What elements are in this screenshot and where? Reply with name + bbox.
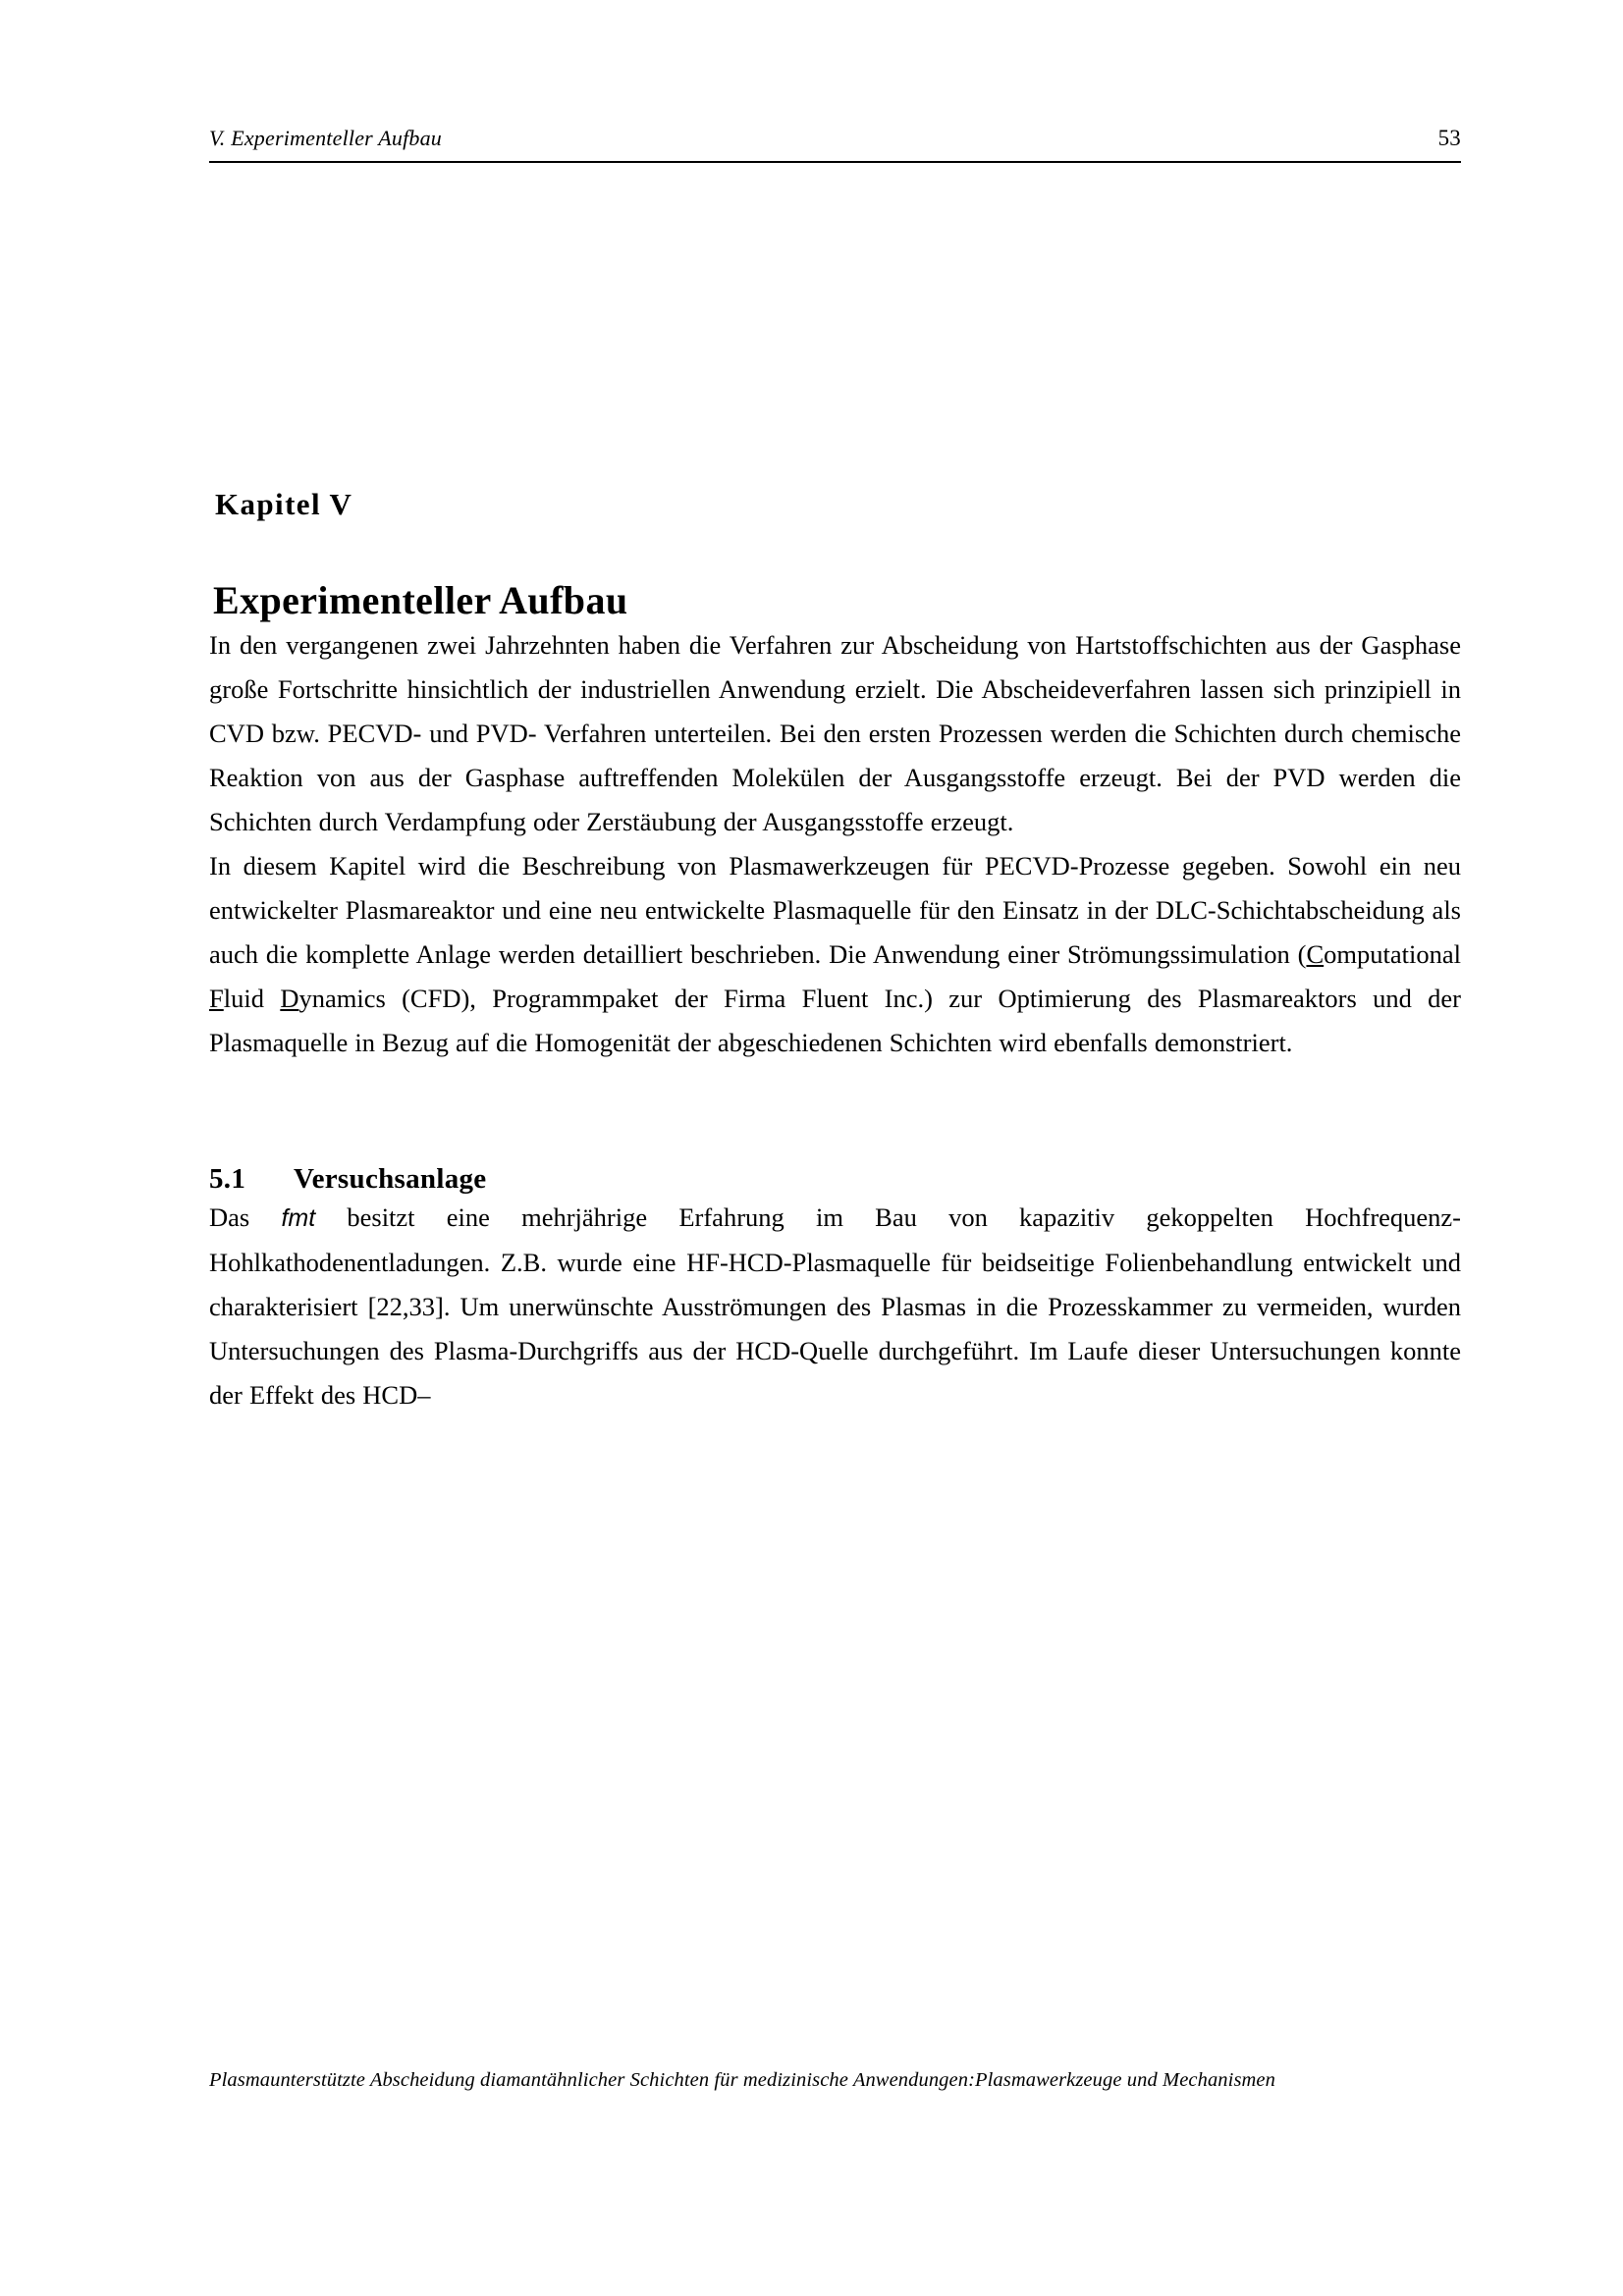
header-divider	[209, 161, 1461, 163]
running-head-title: V. Experimenteller Aufbau	[209, 126, 442, 150]
institute-name: fmt	[281, 1204, 316, 1232]
page-footer: Plasmaunterstützte Abscheidung diamantähnlicher Schichten für medizinische Anwendungen:Plasmawerkzeuge und Mechanismen	[209, 2069, 1275, 2091]
cfd-initial-d: D	[280, 984, 299, 1013]
section-heading	[209, 1163, 1461, 1196]
cfd-initial-c: C	[1306, 939, 1325, 969]
cfd-word-fluid: luid	[223, 984, 281, 1013]
paragraph-section-part-b: besitzt eine mehrjährige Erfahrung im Bau von kapazitiv gekoppelten Hochfrequenz-Hohlkathodenentladungen. Z.B. wurde eine HF-HCD-Plasmaquelle für beidseitige Folienbehandlung entwickelt und charakterisiert [22,33]. Um unerwünschte Ausströmungen des Plasmas in die Prozesskammer zu vermeiden, wurden Untersuchungen des Plasma-Durchgriffs aus der HCD-Quelle durchgeführt. Im Laufe dieser Untersuchungen konnte der Effekt des HCD–	[209, 1202, 1462, 1410]
cfd-initial-f: F	[209, 984, 224, 1013]
section-title: Versuchsanlage	[294, 1163, 487, 1195]
paragraph-second-part-b: ynamics (CFD), Programmpaket der Firma Fluent Inc.) zur Optimierung des Plasmareaktors und der Plasmaquelle in Bezug auf die Homogenität der abgeschiedenen Schichten wird ebenfalls demonstriert.	[209, 984, 1461, 1057]
chapter-label: Kapitel V	[215, 487, 353, 521]
page-content	[209, 126, 1461, 1417]
paragraph-intro: In den vergangenen zwei Jahrzehnten haben die Verfahren zur Abscheidung von Hartstoffschichten aus der Gasphase große Fortschritte hinsichtlich der industriellen Anwendung erzielt. Die Abscheideverfahren lassen sich prinzipiell in CVD bzw. PECVD- und PVD- Verfahren unterteilen. Bei den ersten Prozessen werden die Schichten durch chemische Reaktion von aus der Gasphase auftreffenden Molekülen der Ausgangsstoffe erzeugt. Bei der PVD werden die Schichten durch Verdampfung oder Zerstäubung der Ausgangsstoffe erzeugt.	[209, 630, 1461, 836]
running-head	[209, 126, 1461, 151]
paragraph-second	[209, 844, 1461, 1065]
paragraph-second-part-a: In diesem Kapitel wird die Beschreibung von Plasmawerkzeugen für PECVD-Prozesse gegeben. Sowohl ein neu entwickelter Plasmareaktor und eine neu entwickelte Plasmaquelle für den Einsatz in der DLC-Schichtabscheidung als auch die komplette Anlage werden detailliert beschrieben. Die Anwendung einer Strömungssimulation (	[209, 851, 1461, 969]
paragraph-section-part-a: Das	[209, 1202, 282, 1232]
page-number: 53	[1437, 126, 1461, 150]
paragraph-section	[209, 1196, 1461, 1417]
section-number: 5.1	[209, 1163, 246, 1195]
chapter-title: Experimenteller Aufbau	[213, 578, 628, 622]
cfd-word-computational: omputational	[1324, 939, 1461, 969]
